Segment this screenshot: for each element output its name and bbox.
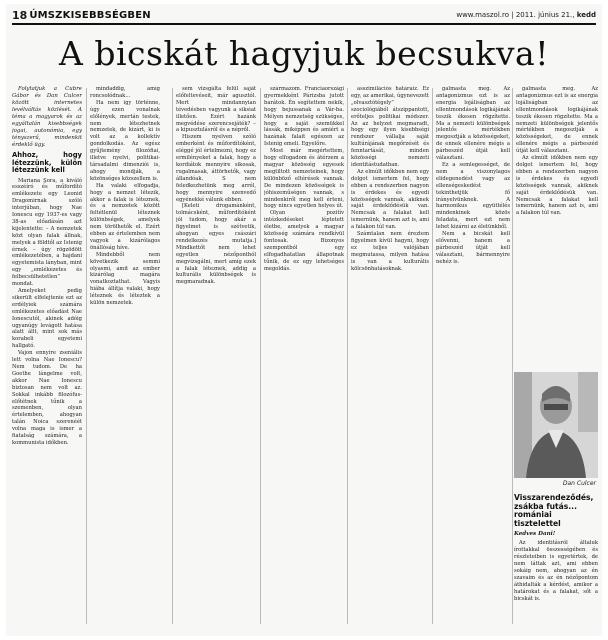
column-paragraph: Mindebből nem következik semmi olyasmi, amit az ember kizárólag magára vonatkoztathat. Vagyis hiába állítja valaki, hogy léteznek és léteztek a külön nemzetek.: [90, 251, 160, 307]
column-divider: [172, 88, 173, 624]
brand-kisebbsegben: KISEBBSÉGBEN: [62, 9, 151, 21]
sidebar-letter: [514, 492, 598, 632]
page-number: 18: [12, 8, 28, 22]
column-paragraph: Amelyeket pedig sikerült elfelejtenie ezt az erdélyiek számára emlékezetes előadást Nae Ionescutól, akinek adóig ugyanúgy levágott hatása alatt állt, mint sok más korabeli egyetemi hallgató.: [12, 288, 82, 350]
column-paragraph: Most már megértettem, hogy elfogadom és átérzem a magyar közösség egyesek megtiltott nemzeteinek, hogy különböző eltérések vannak. De mindezen közösségek is jóhiszeműségen vannak, s mindenkiről meg kell érteni, hogy nincs egyetlen helyes út.: [264, 148, 344, 210]
column-paragraph: Ha valaki elfogadja, hogy a nemzet létezik, akkor a falak is léteznek, és a nemzetek között feltétlenül léteznek különbségek, amelyek nem törölhetők el. Ezért ebben az értelemben nem vagyok a kizárólagos önállóság híve.: [90, 182, 160, 251]
portrait-image: [514, 372, 598, 478]
headline: A bicskát hagyjuk becsukva!: [59, 34, 549, 73]
column-paragraph: [Keleti drogamánként, tolmácsként, műfordítóként jól tudom, hogy akár a figyelmet is szétvetik, ahogyan egyes császári rendelkezés mutatja.] Mindkettőt nem lehet egyetlen nézőpontból megvizsgálni, mert amíg ezek a falak léteznek, addig a kulturális különbségek is megmaradnak.: [176, 203, 256, 286]
article-column-6: [436, 86, 510, 628]
page-header: [12, 8, 596, 22]
column-divider: [260, 88, 261, 624]
column-paragraph: Az elmúlt időkben nem egy dolgot ismertem fel, hogy ebben a rendszerben nagyon is érdekes és egyedi közösségek vannak, akiknek saját érdeklődésük van. Nemcsak a falakat kell ismernünk, hanem azt is, ami a falakon túl van.: [516, 155, 598, 217]
column-paragraph: származom. Franciaországi gyermekként Párizsba jutott barátok. Én segítettem nekik, hogy bejussanak a Vár-ba. Mélyen nemzetség szükséges, hogy a saját szemükkel lássák, miképpen és amiért a hazának falait egészen az Istenig emeli. Egyelőre.: [264, 86, 344, 148]
column-paragraph: Olyan pozitív intézkedéseket léptetett életbe, amelyek a magyar közösség számára rendkívül fontosak. Bizonyos szempontból egy elfogadhatatlan állapotnak tűnik, de ez egy lehetséges megoldás.: [264, 210, 344, 272]
article-column-4: [264, 86, 344, 628]
article-column-2: [90, 86, 160, 628]
column-paragraph: sem vizsgálta felül saját előfeltevéseit, már agusztól. Mert mindannyian tévedésben vagyunk a siksiat illetően. Ezért hazánk megvédése szerencsejáték? – a kipusztulásról és a népről.: [176, 86, 256, 134]
column-paragraph: asszimilációs határaiz. Ez egy, az amerikai, úgynevezett „olvasztótégely” szociológiából átszippantott, erőteljes politikai módszer. Az az helyzet megmaradt, hogy egy ilyen kisebbségi rendszer vállalja saját kultúrájának megőrzését és fenntartását, minden közösségi nemzeti identitástudatban.: [351, 86, 429, 168]
column-paragraph: Ez a semlegességet, de nem a viszonylagos elidegenedést vagy az ellenségeskedést tekinthetjük fő irányelvünknek. A harmonikus együttélés mindenkinek közös feladata, mert ezt nem lehet kizárni az életünkből.: [436, 161, 510, 231]
header-meta: www.maszol.ro | 2011. június 21., kedd: [456, 11, 596, 19]
column-divider: [432, 88, 433, 624]
column-paragraph: Nem a bicskát kell elővenni, hanem a párbeszéd útját kell választani, bármennyire nehéz is.: [436, 231, 510, 265]
column-paragraph: mindaddig, amíg roncsolódnak...: [90, 86, 160, 99]
column-paragraph: Az elmúlt időkben nem egy dolgot ismertem fel, hogy ebben a rendszerben nagyon is érdekes és egyedi közösségek vannak, akiknek saját érdeklődésük van. Nemcsak a falakat kell ismernünk, hanem azt is, ami a falakon túl van.: [351, 168, 429, 231]
article-column-7: [516, 86, 598, 368]
column-divider: [347, 88, 348, 624]
column-paragraph: galmasta meg. Az antagonizmus ezt is az energia lojáliságban az ellentmondások logikájának teszik ékesen rögzítette. Ma a nemzeti különbségek jelentős mértékben megosztják a közösségeket, de ennek ellenére mégis a párbeszéd útját kell választani.: [516, 86, 598, 155]
column-paragraph: Ha nem igy történne, úgy ezen vonalnak előlények, mertán testek, nem létezhetnek nemzetek, de kizárt, ki is volt az a kollektív gondolkodás. Az egész gyűjtemény filozófiai, illetve nyelvi, politikai-társadalmi dimenziói is, ahogy mondják, a közönséges közszellem is.: [90, 99, 160, 182]
article-subhead: Ahhoz, hogy létezzünk, külön létezzünk kell: [12, 151, 82, 174]
header-rule: [12, 23, 596, 25]
site-url: www.maszol.ro: [456, 11, 509, 19]
article-intro: Folytatjuk a Cubre Gábor és Dan Culcer között internetes levélváltás közlését. A téma a magyarok és az egyáltalán kisebbségek jogai, autonómia, egy tényszerű, mindenkit érdeklő ügy.: [12, 86, 82, 148]
article-column-3: [176, 86, 256, 628]
column-paragraph: Vajon ennyire zseniális lett volna Nae Ionescu? Nem tudom. De ha Goethe lángelme volt, akkor Nae Ionescu biztosan nem volt az. Sokkal inkább filozófus-előtétnek tűnik a szemenben, olyan értelemben, ahogyan talán Noica szerenéét volna maga is ismer a fiatalság számára, a kommunista időkben.: [12, 350, 82, 446]
letter-paragraph: Az identitásról általuk írottakkal összességében és részleteiben is egyetértek, de nem láttak azt, ami ebben sokáig nem, ahogyan az én szavaim és az én nézőpontom áthidalták a kérdést, amikor a határokat és a falakat, sőt a bicskát is.: [514, 540, 598, 602]
article-column-5: [351, 86, 429, 628]
column-paragraph: Mariana Şora, a kiváló esszéíró és műfordító emlékezete egy Leonid Dragomirnak szóló interjúban, hogy Nae Ionescu egy 1937-es vagy 38-as előadásán azt kijelentette: – A nemzetek közt olyan falak állnak, melyek a földtől az Istenig érnek – úgy rögzödött emlékezetében, a hajdani egyetemista lányban, mint egy „emlékezetes és felbecsülhetetlen” mondat.: [12, 177, 82, 288]
newspaper-page: [6, 4, 602, 636]
issue-date: 2011. június 21.,: [515, 11, 575, 19]
section-brand: [29, 10, 151, 21]
column-paragraph: Számtalan nem éreztem figyelmen kívül hagyni, hogy ez teljes valójában megmutassa, milyen hatása is van a kulturális kölcsönhatásoknak.: [351, 231, 429, 272]
column-divider: [512, 88, 513, 624]
letter-greeting: Kedves Dani!: [514, 531, 556, 538]
photo-caption: Dan Culcer: [562, 480, 596, 487]
column-paragraph: galmasta meg. Az antagonizmus ezt is az energia lojáliságban az ellentmondások logikájának teszik ékesen rögzítette. Ma a nemzeti különbségek jelentős mértékben megosztják a közösségeket, de ennek ellenére mégis a párbeszéd útját kell választani.: [436, 86, 510, 162]
brand-umsz: ÚMSZ: [29, 9, 63, 21]
author-photo: [514, 372, 598, 478]
article-column-1: [12, 86, 82, 628]
weekday: kedd: [576, 11, 596, 19]
letter-title: Visszarendeződés, zsákba futás... romániai tisztelettel: [514, 493, 594, 528]
column-paragraph: Hiszem nyelven szóló emberként és műfordítóként, eléggé jól értelmezni, hogy ez ermilényeket a falak, hogy a kordiátok mennyire sikosak, rugalmasak, áttörhetők, vagy állandóak. S nem feledkezhetünk meg arról, hogy mennyire szenvedő egyénekké válunk ebben.: [176, 134, 256, 203]
column-divider: [86, 88, 87, 624]
